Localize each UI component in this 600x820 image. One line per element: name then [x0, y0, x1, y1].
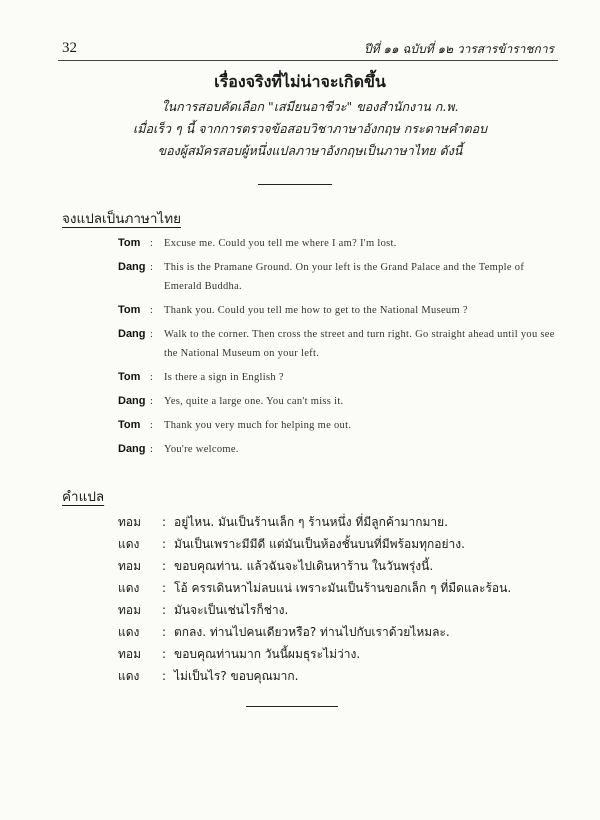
speaker-name: แดง	[118, 669, 140, 683]
colon-separator: :	[162, 603, 167, 617]
running-head: ปีที่ ๑๑ ฉบับที่ ๑๒ วารสารข้าราชการ	[363, 42, 554, 56]
page-number: 32	[62, 40, 77, 56]
translation-text: ขอบคุณท่าน. แล้วฉันจะไปเดินหาร้าน ในวันพรุ่งนี้.	[174, 559, 434, 573]
speaker-name: ทอม	[118, 603, 142, 617]
colon-separator: :	[162, 581, 167, 595]
speaker-name: แดง	[118, 537, 140, 551]
translation-text: ตกลง. ท่านไปคนเดียวหรือ? ท่านไปกับเราด้วยไหมละ.	[174, 625, 450, 639]
dialogue-text: You're welcome.	[164, 444, 239, 455]
colon-separator: :	[162, 647, 167, 661]
dialogue-line	[118, 368, 558, 387]
dialogue-line	[118, 325, 558, 363]
speaker-name: Dang	[118, 395, 146, 407]
colon-separator: :	[150, 305, 153, 316]
translation-line	[118, 533, 558, 555]
intro-line: เมื่อเร็ว ๆ นี้ จากการตรวจข้อสอบวิชาภาษาอังกฤษ กระดาษคำตอบ	[132, 121, 488, 136]
section-heading-thai: คำแปล	[62, 489, 105, 505]
dialogue-line	[118, 440, 558, 459]
translation-line	[118, 599, 558, 621]
divider-rule	[246, 706, 338, 707]
translation-text: มันเป็นเพราะมีมีดี แต่มันเป็นห้องชั้นบนที่มีพร้อมทุกอย่าง.	[174, 537, 465, 551]
colon-separator: :	[162, 515, 167, 529]
speaker-name: Dang	[118, 261, 146, 273]
translation-line	[118, 643, 558, 665]
colon-separator: :	[162, 559, 167, 573]
speaker-name: ทอม	[118, 559, 142, 573]
colon-separator: :	[150, 444, 153, 455]
translation-text: อยู่ไหน. มันเป็นร้านเล็ก ๆ ร้านหนึ่ง ที่มีลูกค้ามากมาย.	[174, 515, 449, 529]
dialogue-line	[118, 234, 558, 253]
translation-text: ขอบคุณท่านมาก วันนี้ผมธุระไม่ว่าง.	[174, 647, 361, 661]
divider-rule	[258, 184, 332, 185]
colon-separator: :	[162, 625, 167, 639]
speaker-name: Tom	[118, 419, 141, 431]
colon-separator: :	[150, 372, 153, 383]
speaker-name: ทอม	[118, 515, 142, 529]
colon-separator: :	[150, 420, 153, 431]
dialogue-text: Thank you. Could you tell me how to get to the National Museum ?	[164, 305, 468, 316]
speaker-name: Tom	[118, 304, 141, 316]
intro-line: ของผู้สมัครสอบผู้หนึ่งแปลภาษาอังกฤษเป็นภาษาไทย ดังนี้	[157, 143, 463, 158]
dialogue-text: This is the Pramane Ground. On your left is the Grand Palace and the Temple of Emerald Buddha.	[164, 262, 525, 292]
colon-separator: :	[162, 537, 167, 551]
colon-separator: :	[162, 669, 167, 683]
translation-line	[118, 511, 558, 533]
speaker-name: Tom	[118, 371, 141, 383]
speaker-name: แดง	[118, 625, 140, 639]
translation-line	[118, 577, 558, 599]
dialogue-text: Is there a sign in English ?	[164, 372, 284, 383]
dialogue-text: Excuse me. Could you tell me where I am? I'm lost.	[164, 238, 397, 249]
translation-line	[118, 555, 558, 577]
translation-text: โอ้ ครรเดินหาไม่ลบแน่ เพราะมันเป็นร้านขอกเล็ก ๆ ที่มืดและร้อน.	[174, 581, 512, 595]
translation-text: มันจะเป็นเช่นไรก็ช่าง.	[174, 603, 289, 617]
section-heading-english: จงแปลเป็นภาษาไทย	[62, 211, 182, 227]
speaker-name: Tom	[118, 237, 141, 249]
colon-separator: :	[150, 396, 153, 407]
speaker-name: ทอม	[118, 647, 142, 661]
header-rule	[58, 60, 558, 61]
english-dialogue	[118, 234, 558, 464]
article-intro	[90, 96, 530, 162]
colon-separator: :	[150, 262, 153, 273]
dialogue-text: Thank you very much for helping me out.	[164, 420, 352, 431]
dialogue-text: Yes, quite a large one. You can't miss it.	[164, 396, 344, 407]
thai-translation	[118, 511, 558, 687]
article-title: เรื่องจริงที่ไม่น่าจะเกิดขึ้น	[214, 72, 386, 91]
speaker-name: Dang	[118, 443, 146, 455]
dialogue-line	[118, 301, 558, 320]
translation-text: ไม่เป็นไร? ขอบคุณมาก.	[174, 669, 299, 683]
speaker-name: แดง	[118, 581, 140, 595]
speaker-name: Dang	[118, 328, 146, 340]
dialogue-line	[118, 392, 558, 411]
colon-separator: :	[150, 238, 153, 249]
dialogue-text: Walk to the corner. Then cross the street and turn right. Go straight ahead until you see the National Museum on your left.	[164, 329, 555, 359]
colon-separator: :	[150, 329, 153, 340]
dialogue-line	[118, 258, 558, 296]
translation-line	[118, 665, 558, 687]
intro-line: ในการสอบคัดเลือก "เสมียนอาชีวะ" ของสำนักงาน ก.พ.	[161, 99, 459, 114]
dialogue-line	[118, 416, 558, 435]
translation-line	[118, 621, 558, 643]
